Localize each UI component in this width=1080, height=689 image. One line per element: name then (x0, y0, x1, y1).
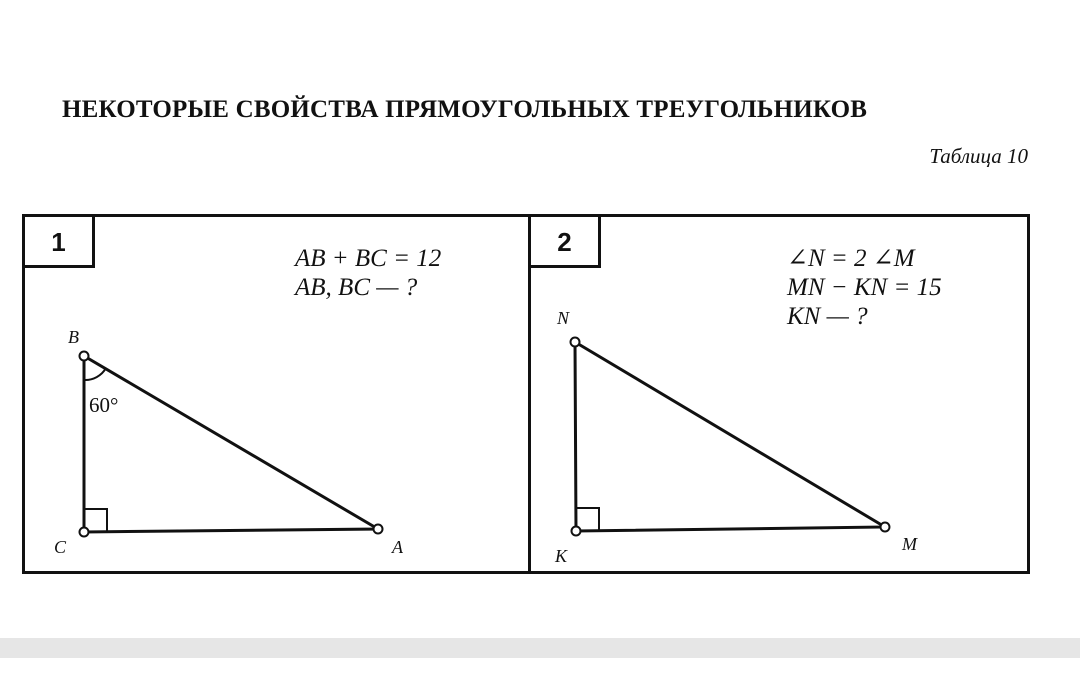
triangle-2 (575, 342, 885, 531)
triangle-1 (84, 356, 378, 532)
angle-arc-b (84, 368, 106, 380)
angle-60-label: 60° (89, 393, 119, 417)
bottom-bar (0, 638, 1080, 658)
vertex-a-label: A (392, 537, 403, 557)
page-title: НЕКОТОРЫЕ СВОЙСТВА ПРЯМОУГОЛЬНЫХ ТРЕУГОЛЬНИКОВ (62, 96, 868, 123)
vertex-b-label: B (68, 327, 79, 347)
table-label: Таблица 10 (929, 144, 1028, 168)
problem-2-condition-1: ∠N = 2 ∠M (787, 245, 915, 272)
problem-panels (22, 214, 1030, 574)
vertex-k-point (572, 527, 581, 536)
problem-1-condition-1: AB + BC = 12 (295, 245, 442, 272)
triangle-1-figure (25, 217, 1033, 577)
vertex-c-point (80, 528, 89, 537)
vertex-b-point (80, 352, 89, 361)
problem-1-number: 1 (25, 217, 95, 268)
vertex-c-label: C (54, 537, 67, 557)
vertex-m-point (881, 523, 890, 532)
problem-2-condition-2: MN − KN = 15 (787, 274, 942, 301)
vertex-a-point (374, 525, 383, 534)
problem-1-condition-2: AB, BC — ? (295, 274, 418, 301)
problem-2-condition-3: KN — ? (787, 303, 868, 330)
problem-2-number: 2 (531, 217, 601, 268)
vertex-n-label: N (557, 308, 570, 328)
vertex-n-point (571, 338, 580, 347)
vertex-m-label: M (902, 534, 917, 554)
vertex-k-label: K (555, 546, 568, 566)
